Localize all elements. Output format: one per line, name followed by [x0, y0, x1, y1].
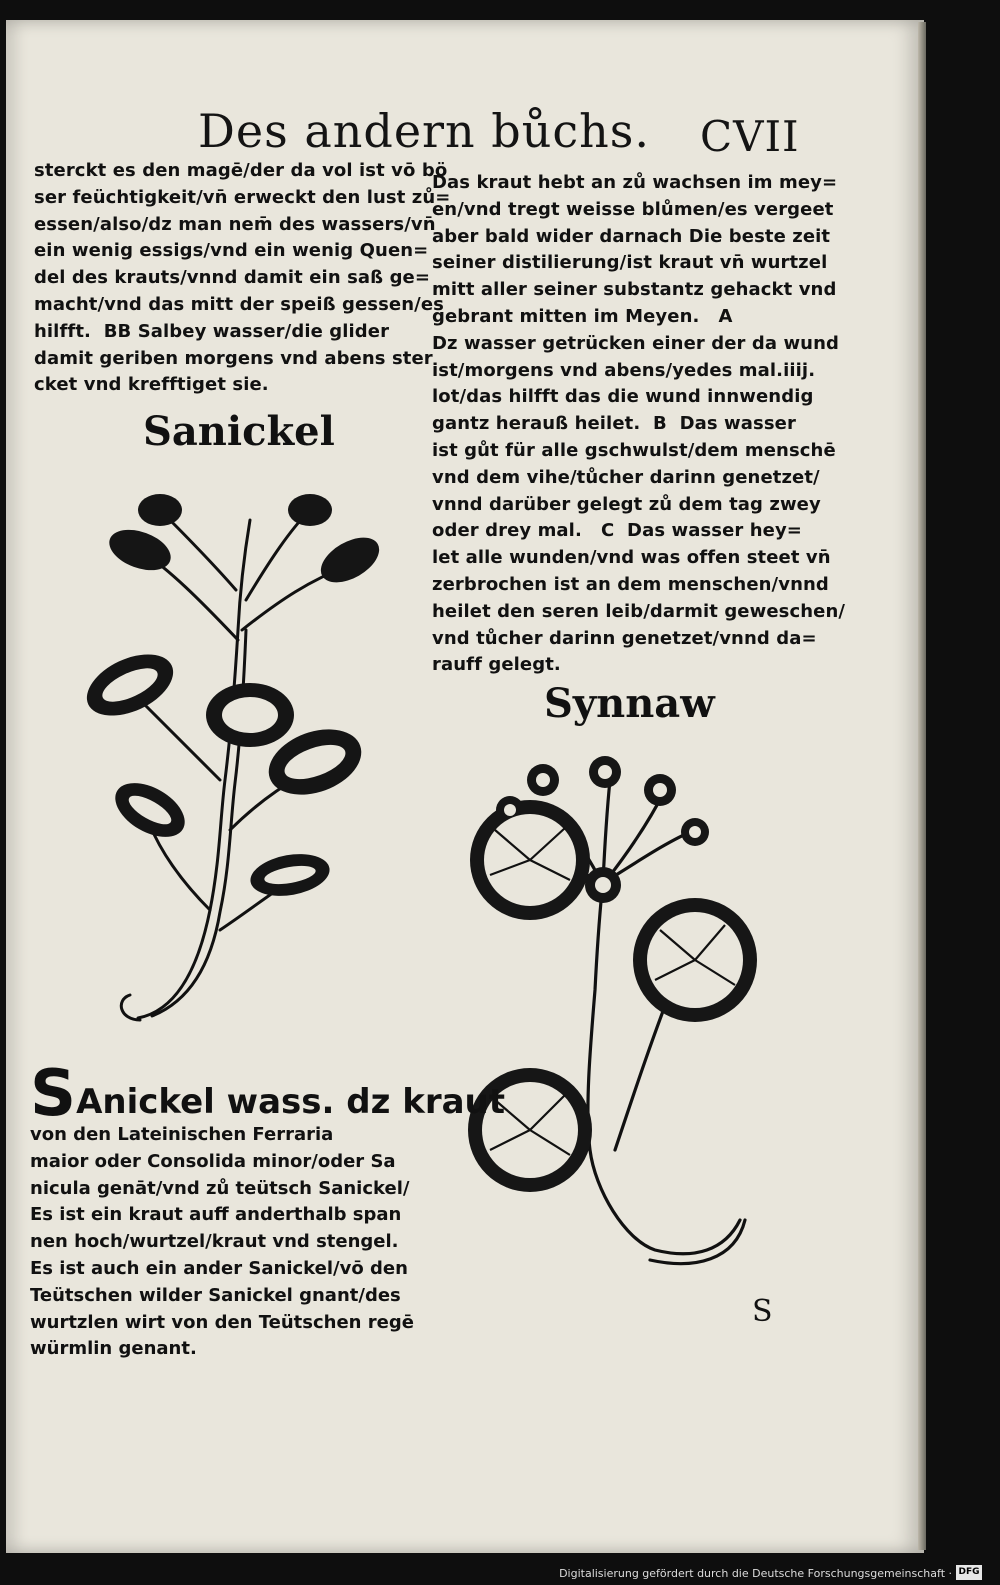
- signature-mark: S: [752, 1294, 773, 1329]
- right-column-line: vnd dem vihe/tůcher darinn genetzet/: [432, 466, 820, 488]
- left-column-line: essen/also/dz man nem̄ des wassers/vn̄: [34, 213, 436, 235]
- right-column-line: seiner distilierung/ist kraut vn̄ wurtzel: [432, 252, 828, 274]
- right-column-line: let alle wunden/vnd was offen steet vn̄: [432, 547, 831, 569]
- right-column-line: vnnd darüber gelegt zů dem tag zwey: [432, 493, 821, 515]
- sanickel-paragraph-lines: [30, 1122, 505, 1363]
- sanickel-woodcut-illustration: [60, 480, 390, 1030]
- left-column-line: cket vnd krefftiget sie.: [34, 374, 269, 396]
- left-column-top-text: [34, 158, 450, 399]
- show-through-text: [772, 680, 806, 706]
- right-column-line: Das kraut hebt an zů wachsen im mey=: [432, 172, 838, 193]
- sanickel-paragraph-line: nen hoch/wurtzel/kraut vnd stengel.: [30, 1231, 399, 1253]
- left-column-line: macht/vnd das mitt der speiß gessen/es: [34, 293, 444, 315]
- sanickel-paragraph-line: Teütschen wilder Sanickel gnant/des: [30, 1284, 401, 1306]
- right-column-line: lot/das hilfft das die wund innwendig: [432, 386, 814, 408]
- caption-sanickel: Sanickel: [143, 408, 335, 455]
- right-column-line: vnd tůcher darinn genetzet/vnnd da=: [432, 627, 817, 649]
- right-column-line: oder drey mal. C Das wasser hey=: [432, 520, 802, 542]
- sanickel-paragraph-line: nicula genāt/vnd zů teütsch Sanickel/: [30, 1177, 410, 1199]
- paragraph-first-line: Anickel wass. dz kraut: [76, 1082, 505, 1122]
- running-head: Des andern bůchs.: [198, 104, 650, 158]
- footer-credit: Digitalisierung gefördert durch die Deutsche Forschungsgemeinschaft ·: [559, 1567, 952, 1580]
- folio-number: CVII: [700, 112, 800, 161]
- left-column-line: ser feüchtigkeit/vn̄ erweckt den lust zů=: [34, 186, 451, 208]
- left-column-line: hilfft. BB Salbey wasser/die glider: [34, 320, 390, 342]
- dfg-logo: DFG: [956, 1565, 982, 1580]
- right-column-line: en/vnd tregt weisse blůmen/es vergeet: [432, 198, 834, 220]
- right-column-line: zerbrochen ist an dem menschen/vnnd: [432, 573, 829, 595]
- sanickel-paragraph-line: Es ist ein kraut auff anderthalb span: [30, 1204, 402, 1226]
- right-column-line: gantz herauß heilet. B Das wasser: [432, 413, 796, 435]
- left-column-line: sterckt es den magē/der da vol ist vō bö: [34, 160, 448, 181]
- sanickel-paragraph-line: von den Lateinischen Ferraria: [30, 1124, 334, 1145]
- right-column-line: ist gůt für alle gschwulst/dem menschē: [432, 439, 836, 461]
- left-column-line: ein wenig essigs/vnd ein wenig Quen=: [34, 240, 429, 262]
- caption-synnaw: Synnaw: [544, 680, 715, 727]
- page-edge: [918, 22, 926, 1550]
- left-column-line: damit geriben morgens vnd abens ster: [34, 347, 433, 369]
- right-column-line: rauff gelegt.: [432, 654, 561, 676]
- right-column-top-text: [432, 170, 845, 679]
- sanickel-paragraph-line: Es ist auch ein ander Sanickel/vō den: [30, 1257, 408, 1279]
- right-column-line: gebrant mitten im Meyen. A: [432, 305, 733, 327]
- footer-bar: [0, 1556, 1000, 1585]
- right-column-line: mitt aller seiner substantz gehackt vnd: [432, 279, 837, 301]
- sanickel-paragraph-line: würmlin genant.: [30, 1338, 197, 1360]
- right-column-line: ist/morgens vnd abens/yedes mal.iiij.: [432, 359, 816, 381]
- right-column-line: heilet den seren leib/darmit geweschen/: [432, 600, 846, 622]
- sanickel-paragraph-line: maior oder Consolida minor/oder Sa: [30, 1150, 396, 1172]
- right-column-line: Dz wasser getrücken einer der da wund: [432, 332, 839, 354]
- sanickel-paragraph: [30, 1057, 505, 1363]
- decorative-initial-s: S: [30, 1057, 77, 1131]
- right-column-line: aber bald wider darnach Die beste zeit: [432, 225, 831, 247]
- left-column-line: del des krauts/vnnd damit ein saß ge=: [34, 267, 431, 289]
- sanickel-paragraph-line: wurtzlen wirt von den Teütschen regē: [30, 1311, 414, 1333]
